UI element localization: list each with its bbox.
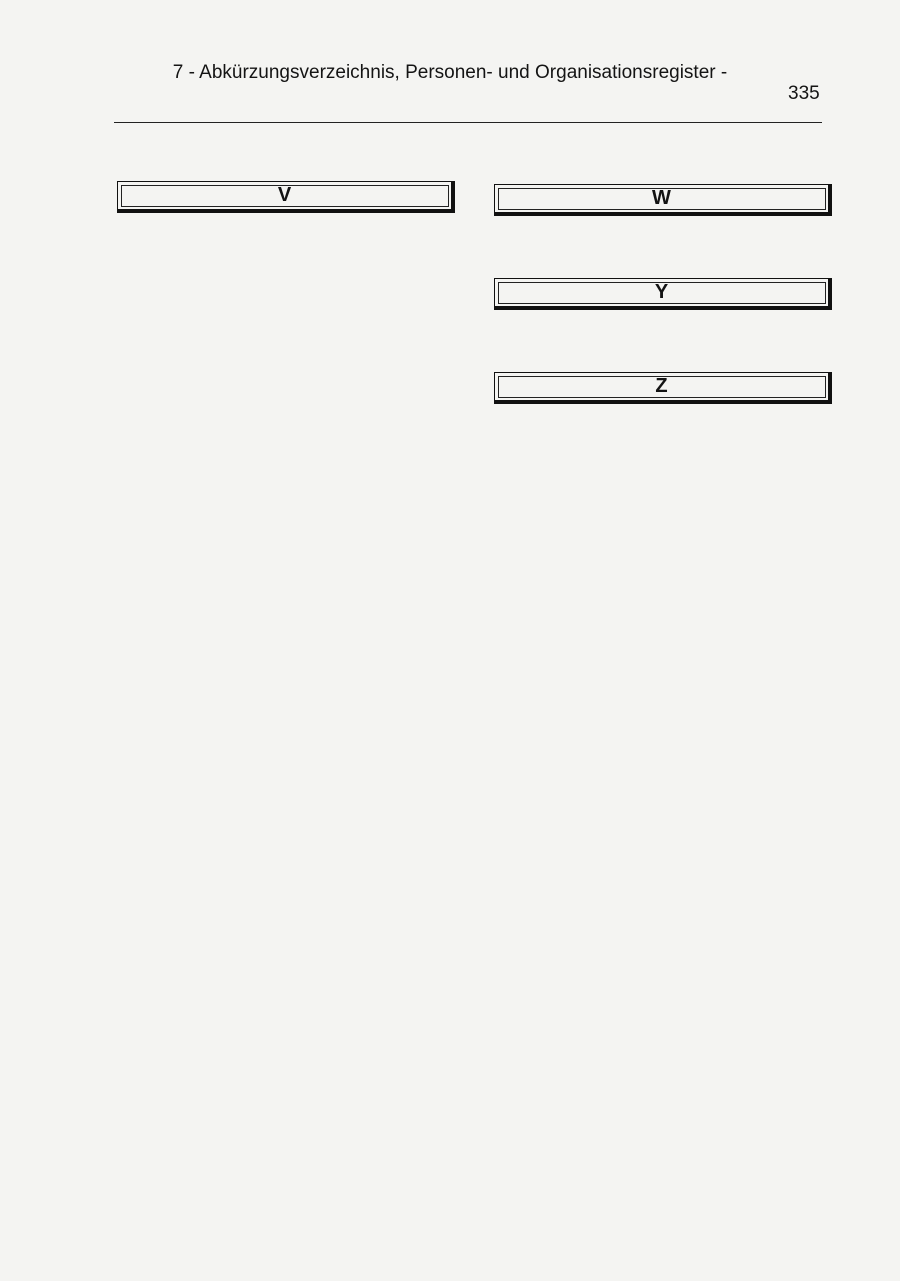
section-heading-w: W xyxy=(494,184,832,216)
index-column-left xyxy=(117,158,462,251)
page-header: 7 - Abkürzungsverzeichnis, Personen- und Organisationsregister - xyxy=(172,62,728,83)
page-number: 335 xyxy=(788,83,820,104)
section-heading-v: V xyxy=(117,181,455,213)
section-heading-z: Z xyxy=(494,372,832,404)
section-heading-y: Y xyxy=(494,278,832,310)
header-rule xyxy=(114,122,822,123)
index-column-right xyxy=(494,158,829,442)
